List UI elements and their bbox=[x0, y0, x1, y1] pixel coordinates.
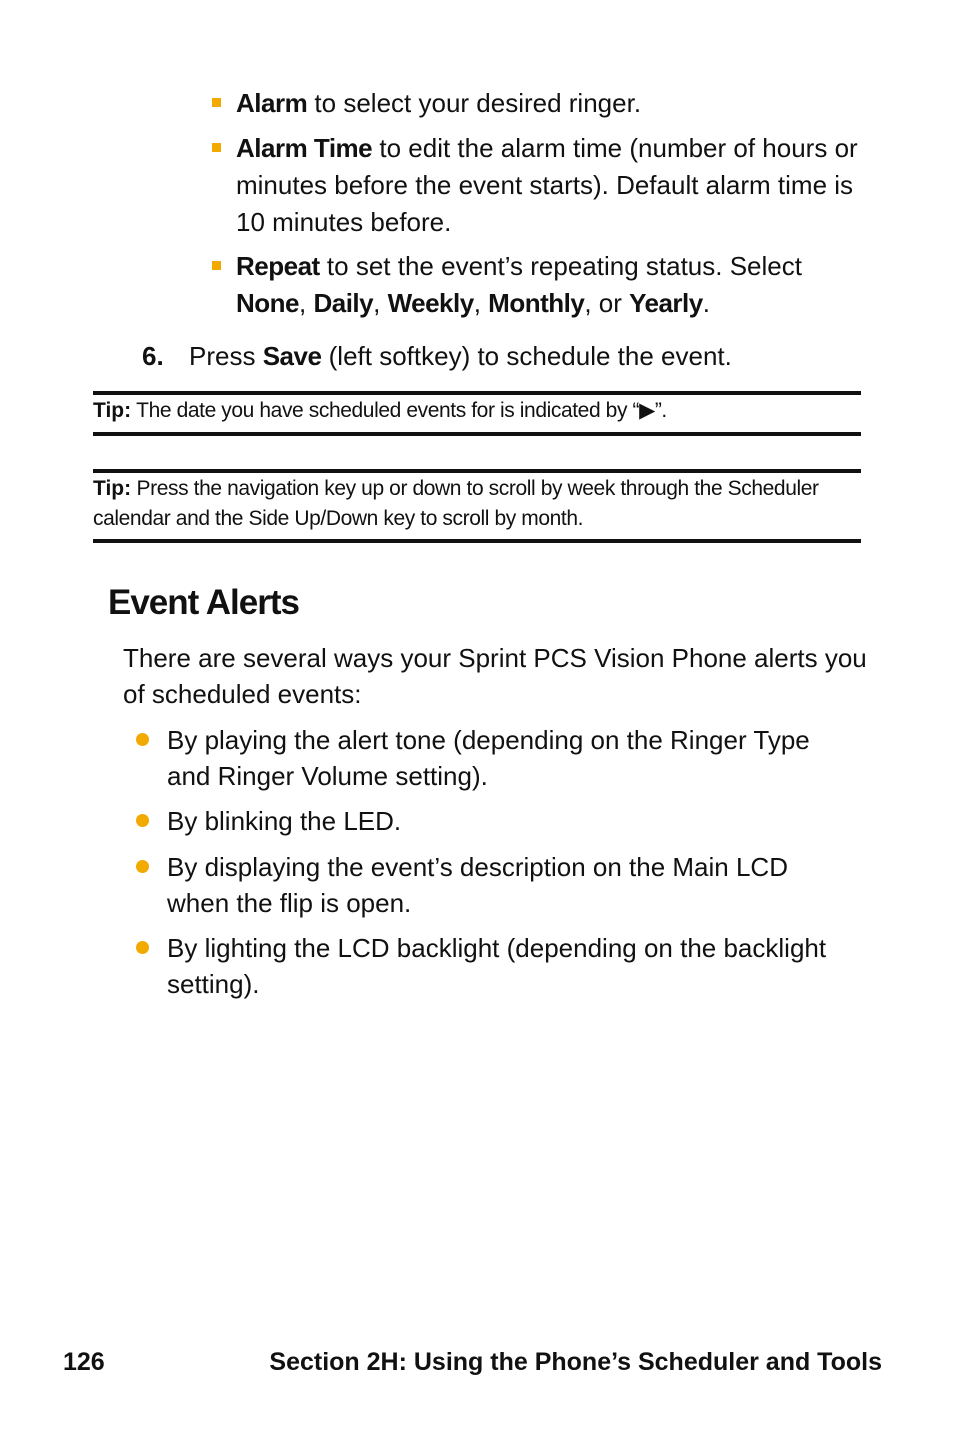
bullet-dot-icon bbox=[136, 733, 149, 746]
list-item-text: By lighting the LCD backlight (depending on the backlight setting). bbox=[167, 933, 827, 999]
repeat-end: . bbox=[702, 288, 710, 318]
tip-label: Tip: bbox=[93, 399, 132, 422]
tip-rule-top bbox=[93, 391, 861, 395]
tip-text: Press the navigation key up or down to scroll by week through the Scheduler calendar and the Side Up/Down key to scroll by month. bbox=[93, 477, 819, 530]
tip-box bbox=[93, 474, 861, 534]
option-description: to set the event’s repeating status. Select bbox=[319, 251, 802, 281]
section-heading: Event Alerts bbox=[108, 583, 299, 622]
step-number: 6. bbox=[142, 341, 164, 371]
repeat-weekly: Weekly bbox=[387, 288, 474, 318]
option-name: Alarm Time bbox=[236, 133, 373, 163]
option-name: Repeat bbox=[236, 251, 320, 281]
section-intro: There are several ways your Sprint PCS Vision Phone alerts you of scheduled events: bbox=[123, 643, 867, 709]
option-description: to select your desired ringer. bbox=[307, 88, 642, 118]
bullet-dot-icon bbox=[136, 860, 149, 873]
list-item bbox=[167, 930, 857, 1002]
step-save-key: Save bbox=[262, 341, 322, 371]
sub-bullet-alarm bbox=[236, 85, 866, 122]
repeat-yearly: Yearly bbox=[629, 288, 703, 318]
list-item bbox=[167, 803, 857, 839]
tip-label: Tip: bbox=[93, 477, 132, 500]
repeat-monthly: Monthly bbox=[488, 288, 585, 318]
tip-text: The date you have scheduled events for is indicated by “▶”. bbox=[131, 399, 667, 422]
square-bullet-icon bbox=[212, 261, 221, 270]
list-item-text: By displaying the event’s description on the Main LCD when the flip is open. bbox=[167, 852, 788, 918]
page-number: 126 bbox=[63, 1348, 105, 1376]
bullet-dot-icon bbox=[136, 941, 149, 954]
list-item-text: By playing the alert tone (depending on the Ringer Type and Ringer Volume setting). bbox=[167, 725, 810, 791]
option-name: Alarm bbox=[236, 88, 308, 118]
bullet-dot-icon bbox=[136, 814, 149, 827]
step-6 bbox=[142, 338, 732, 375]
repeat-or: , or bbox=[584, 288, 630, 318]
tip-rule-top bbox=[93, 469, 861, 473]
square-bullet-icon bbox=[212, 143, 221, 152]
tip-rule-bottom bbox=[93, 539, 861, 543]
tip-rule-bottom bbox=[93, 432, 861, 436]
repeat-daily: Daily bbox=[313, 288, 374, 318]
step-text-after: (left softkey) to schedule the event. bbox=[321, 341, 732, 371]
footer-section-title: Section 2H: Using the Phone’s Scheduler and Tools bbox=[269, 1348, 882, 1376]
tip-box bbox=[93, 396, 861, 426]
list-item-text: By blinking the LED. bbox=[167, 806, 402, 836]
step-text-before: Press bbox=[189, 341, 263, 371]
repeat-none: None bbox=[236, 288, 299, 318]
sub-bullet-alarm-time bbox=[236, 130, 866, 241]
list-item bbox=[167, 849, 857, 921]
square-bullet-icon bbox=[212, 98, 221, 107]
option-description: to edit the alarm time (number of hours or minutes before the event starts). Default alarm time is 10 minutes before. bbox=[236, 133, 858, 237]
list-item bbox=[167, 722, 857, 794]
sub-bullet-repeat: Repeat to set the event’s repeating status. Select None, Daily, Weekly, Monthly, or Yearly. bbox=[236, 248, 866, 322]
